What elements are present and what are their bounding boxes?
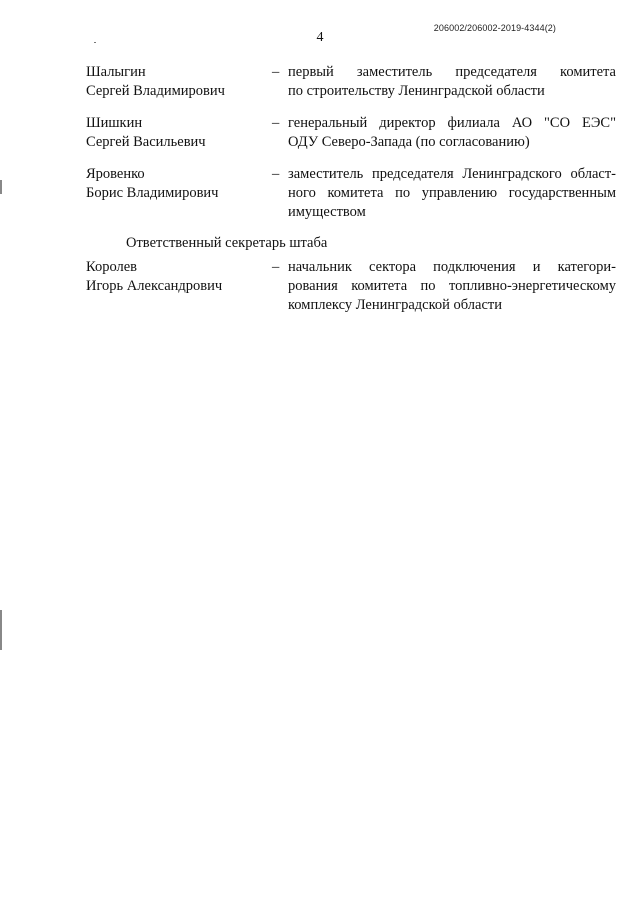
role-line: ного комитета по управлению государственным xyxy=(288,185,616,201)
role-line: генеральный директор филиала АО "СО ЕЭС" xyxy=(288,115,616,131)
page-number: 4 xyxy=(316,30,324,45)
scan-edge-mark xyxy=(0,180,2,194)
secretary-entry-korolev xyxy=(86,258,616,315)
member-name xyxy=(86,165,272,203)
entry-dash: – xyxy=(272,64,280,80)
role-line: ОДУ Северо-Запада (по согласованию) xyxy=(288,134,530,150)
secretary-heading: Ответственный секретарь штаба xyxy=(126,235,328,251)
member-surname: Шалыгин xyxy=(86,64,146,80)
member-entry-shishkin xyxy=(86,114,616,152)
role-line: начальник сектора подключения и категори- xyxy=(288,259,616,275)
member-name xyxy=(86,258,272,296)
role-line: по строительству Ленинградской области xyxy=(288,83,545,99)
member-name xyxy=(86,63,272,101)
member-role xyxy=(288,63,616,101)
member-role xyxy=(288,165,616,222)
member-surname: Яровенко xyxy=(86,166,145,182)
role-line: комплексу Ленинградской области xyxy=(288,297,503,313)
member-given-names: Сергей Владимирович xyxy=(86,83,225,99)
member-role xyxy=(288,258,616,315)
role-line: заместитель председателя Ленинградского област- xyxy=(288,166,616,182)
entry-dash: – xyxy=(272,166,280,182)
scan-speck xyxy=(94,42,96,43)
member-given-names: Сергей Васильевич xyxy=(86,134,206,150)
role-line: рования комитета по топливно-энергетическому xyxy=(288,278,616,294)
entry-dash: – xyxy=(272,259,280,275)
member-surname: Королев xyxy=(86,259,138,275)
member-given-names: Игорь Александрович xyxy=(86,278,223,294)
member-given-names: Борис Владимирович xyxy=(86,185,219,201)
role-line: имуществом xyxy=(288,204,366,220)
staff-list xyxy=(86,63,616,315)
entry-dash: – xyxy=(272,115,280,131)
document-registration-code: 206002/206002-2019-4344(2) xyxy=(433,23,556,33)
member-role xyxy=(288,114,616,152)
member-name xyxy=(86,114,272,152)
member-surname: Шишкин xyxy=(86,115,143,131)
member-entry-shalygin xyxy=(86,63,616,101)
member-entry-yarovenko xyxy=(86,165,616,222)
role-line: первый заместитель председателя комитета xyxy=(288,64,616,80)
scan-edge-mark xyxy=(0,610,2,650)
